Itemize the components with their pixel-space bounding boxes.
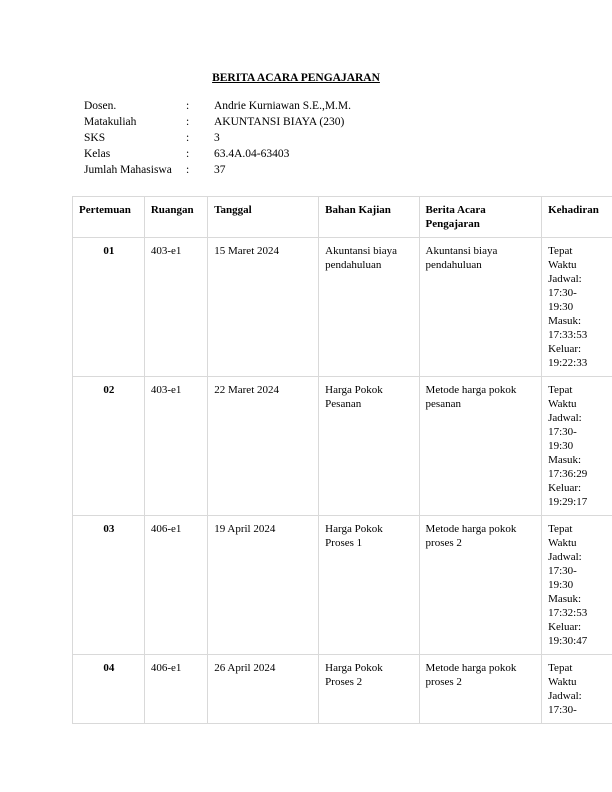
- attendance-table: [72, 196, 612, 724]
- info-row-dosen: [84, 100, 351, 116]
- header-bahan-kajian: Bahan Kajian: [319, 197, 419, 238]
- cell-pertemuan: 03: [73, 516, 145, 655]
- info-colon: :: [186, 116, 190, 128]
- cell-tanggal: 15 Maret 2024: [208, 238, 319, 377]
- cell-pertemuan: 01: [73, 238, 145, 377]
- table-row: [73, 238, 612, 377]
- info-colon: :: [186, 148, 190, 160]
- table-row: [73, 377, 612, 516]
- info-row-kelas: [84, 148, 351, 164]
- cell-ruangan: 403-e1: [144, 238, 207, 377]
- cell-tanggal: 19 April 2024: [208, 516, 319, 655]
- table-row: [73, 655, 612, 724]
- info-colon: :: [186, 164, 190, 176]
- cell-berita-acara: Metode harga pokok proses 2: [419, 516, 542, 655]
- header-tanggal: Tanggal: [208, 197, 319, 238]
- info-label: Jumlah Mahasiswa: [84, 164, 172, 176]
- info-value: 37: [214, 164, 226, 176]
- cell-kehadiran: Tepat Waktu Jadwal: 17:30- 19:30 Masuk: 17:32:53 Keluar: 19:30:47: [542, 516, 612, 655]
- header-berita-acara: Berita Acara Pengajaran: [419, 197, 542, 238]
- cell-ruangan: 403-e1: [144, 377, 207, 516]
- cell-bahan-kajian: Harga Pokok Pesanan: [319, 377, 419, 516]
- info-value: AKUNTANSI BIAYA (230): [214, 116, 345, 128]
- cell-kehadiran: Tepat Waktu Jadwal: 17:30-: [542, 655, 612, 724]
- info-label: Dosen.: [84, 100, 117, 112]
- table-header-row: [73, 197, 612, 238]
- info-value: 3: [214, 132, 220, 144]
- cell-tanggal: 22 Maret 2024: [208, 377, 319, 516]
- document-title: BERITA ACARA PENGAJARAN: [212, 72, 380, 84]
- cell-bahan-kajian: Harga Pokok Proses 1: [319, 516, 419, 655]
- info-row-matakuliah: [84, 116, 351, 132]
- info-label: Matakuliah: [84, 116, 137, 128]
- info-row-jumlah-mahasiswa: [84, 164, 351, 180]
- cell-berita-acara: Metode harga pokok pesanan: [419, 377, 542, 516]
- header-ruangan: Ruangan: [144, 197, 207, 238]
- cell-bahan-kajian: Akuntansi biaya pendahuluan: [319, 238, 419, 377]
- info-value: Andrie Kurniawan S.E.,M.M.: [214, 100, 352, 112]
- header-pertemuan: Pertemuan: [73, 197, 145, 238]
- cell-berita-acara: Akuntansi biaya pendahuluan: [419, 238, 542, 377]
- cell-kehadiran: Tepat Waktu Jadwal: 17:30- 19:30 Masuk: 17:33:53 Keluar: 19:22:33: [542, 238, 612, 377]
- cell-pertemuan: 04: [73, 655, 145, 724]
- info-row-sks: [84, 132, 351, 148]
- cell-tanggal: 26 April 2024: [208, 655, 319, 724]
- info-label: SKS: [84, 132, 106, 144]
- info-colon: :: [186, 100, 190, 112]
- cell-bahan-kajian: Harga Pokok Proses 2: [319, 655, 419, 724]
- cell-ruangan: 406-e1: [144, 516, 207, 655]
- header-kehadiran: Kehadiran: [542, 197, 612, 238]
- cell-pertemuan: 02: [73, 377, 145, 516]
- cell-ruangan: 406-e1: [144, 655, 207, 724]
- info-colon: :: [186, 132, 190, 144]
- info-value: 63.4A.04-63403: [214, 148, 290, 160]
- table-row: [73, 516, 612, 655]
- cell-kehadiran: Tepat Waktu Jadwal: 17:30- 19:30 Masuk: 17:36:29 Keluar: 19:29:17: [542, 377, 612, 516]
- cell-berita-acara: Metode harga pokok proses 2: [419, 655, 542, 724]
- course-info: [84, 100, 351, 180]
- info-label: Kelas: [84, 148, 111, 160]
